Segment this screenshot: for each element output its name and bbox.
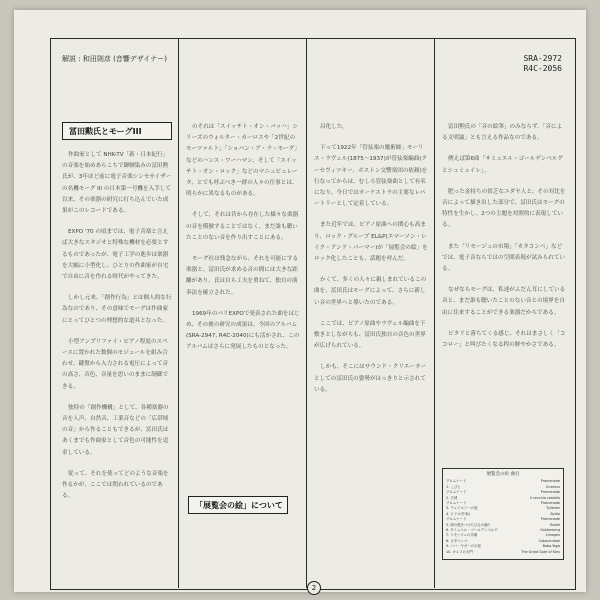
track-title-en: Promenade <box>540 517 560 522</box>
tracklist-row <box>446 550 560 555</box>
paragraph: 例えば第6曲「サミュエル・ゴールデンベルグとシュミュイレ」。 <box>442 156 563 174</box>
paragraph: モーグ社は残念ながら、それを可能にする楽器と、冨田氏が求める音の間には大きな距離があり、氏は自ら工夫を重ねて、独自の演奏法を確立された。 <box>186 256 299 296</box>
liner-notes-sheet <box>14 10 586 592</box>
track-title-en: Limoges <box>545 533 560 538</box>
catalog-number-1: SRA-2972 <box>523 54 562 63</box>
track-title-en: Ballet <box>550 522 560 527</box>
track-title-ja: 2. 古城 <box>446 495 458 500</box>
column-divider-2 <box>306 38 307 588</box>
track-title-ja: プロムナード <box>446 517 467 522</box>
track-title-en: Promenade <box>540 501 560 506</box>
track-title-en: Goldenberg <box>540 528 560 533</box>
credits-note: (音響デザイナー) <box>113 55 168 63</box>
track-title-ja: 10. キエフの大門 <box>446 549 473 554</box>
column-divider-1 <box>178 38 179 588</box>
section-title-text: 冨田勲氏とモーグIII <box>69 126 142 136</box>
column-1 <box>62 150 172 570</box>
track-title-ja: 9. ババ・ヤガーの小屋 <box>446 544 481 549</box>
page-number: 2 <box>307 581 321 595</box>
track-title-ja: プロムナード <box>446 501 467 506</box>
paragraph: 作曲家として NHK-TV「新・日本紀行」の音楽を始めあらこちで御馴染みの冨田勲氏が、3年ほど前に電子音楽シンセサイザーの名機モーグ III の日本第一号機を入手して以来、その楽器の研究に打ち込んでいた成果がこのレコードである。 <box>62 152 172 215</box>
paragraph: また「リモージュの市場」「カタコンベ」などでは、電子音ならではの空間表現が試みられている。 <box>442 243 566 273</box>
track-title-ja: 5. 卵の殻をつけたひなの踊り <box>446 522 491 527</box>
paragraph: 肥った金持ちの貧乏なユダヤ人と、その対比を音によって描き出した部分で、冨田氏はモーグの特性を生かし、2つの主題を対照的に表現している。 <box>442 188 566 229</box>
credits: 解説 : 和田則彦 (音響デザイナー) <box>62 55 168 63</box>
track-title-ja: 1. こびと <box>446 484 461 489</box>
paragraph: 従って、それを使ってどのような音楽を作るかが、ここでは問われているのである。 <box>62 470 169 500</box>
section-title-tomita-moog <box>62 122 172 140</box>
credits-name: 和田則彦 <box>82 55 111 63</box>
tracklist-caption: 展覧会の絵 曲目 <box>486 472 520 477</box>
tracklist-table <box>442 468 564 560</box>
track-title-en: Baba-Yaga <box>542 544 560 549</box>
paragraph: ピタリと落ちてくる感じ、それはまさしく「ココロー」と叫びたくなる程の鮮やかさである。 <box>442 330 566 349</box>
track-title-ja: 4. ビドロ(牛車) <box>446 511 470 516</box>
column-3 <box>314 122 428 572</box>
track-title-en: Tuileries <box>546 506 560 511</box>
catalog-number-2: R4C-2056 <box>523 64 562 73</box>
track-title-en: The Great Gate of Kiev <box>521 549 560 554</box>
paragraph: 昌化した。 <box>320 124 348 130</box>
track-title-en: Gnomus <box>545 484 560 489</box>
paragraph: しかも、そこにはサウンド・クリエーターとしての冨田氏の姿勢がはっきりと示されている。 <box>314 364 427 393</box>
track-title-ja: プロムナード <box>446 490 467 495</box>
track-title-ja: 8. カタコンベ <box>446 538 468 543</box>
paragraph: 冨田勲氏の「音の絵筆」のみならず、「音による文明論」とも言える作品なのである。 <box>442 124 563 142</box>
paragraph: 小型アンプリファイ・ピアノ程度のスペースに置かれた数個のモジュールを組み合わせ、鍵盤から入力される電圧によって音の高さ、音色、音量を思いのままに制御できる。 <box>62 338 169 390</box>
paragraph: かくて、多くの人々に親しまれているこの曲を、冨田氏はモーグによって、さらに新しい音の世界へと導いたのである。 <box>314 277 427 306</box>
track-title-ja: プロムナード <box>446 479 467 484</box>
track-title-en: Promenade <box>540 479 560 484</box>
column-4 <box>442 122 566 458</box>
paragraph: のそれは「スイッチト・オン・バッハ」シリーズのウォルター・カーロスや「2世紀のモーツァルト」「ショパン・ア・ラ・モーグ」などのハンス・ワーハマン、そして「スイッチト・オン・ロック」などのマニュピュレータ、とでも呼ぶべき一群の人々の仕事とは、明らかに異なるものがある。 <box>186 124 300 198</box>
paragraph: そして、それは昔から存在した様々な楽器の音を模倣することではなく、まだ誰も聴いたことのない音を作り出すことにある。 <box>186 212 299 241</box>
paragraph: 1969年のパリEXPOで発表された曲をはじめ、その後の研究の成果は、今回のアルバム(SRA-2947, R4C-2040)にも活かされ、このアルバムはさらに発展したものとなった。 <box>186 310 300 351</box>
credits-role: 解説 <box>62 55 76 63</box>
track-title-en: Promenade <box>540 490 560 495</box>
column-divider-3 <box>434 38 435 588</box>
track-title-ja: 7. リモージュの市場 <box>446 533 478 538</box>
paragraph: 下って1922年「管弦楽の魔術師」モーリス・ラヴェル(1875〜1937)が管弦楽編曲(クーセヴィツキー、ボストン交響楽団の依頼)を行なってからは、むしろ管弦楽曲として有名になり、今日ではオーケストラの主要なレパートリーとして定着している。 <box>314 145 428 208</box>
paragraph: また近年では、ピアノ原曲への関心も高まり、ロック・グループ EL&P(エマーソン・レイク・アンド・パーマー)が「展覧会の絵」をロック化したことも、話題を呼んだ。 <box>314 222 428 263</box>
catalog-numbers <box>523 54 562 74</box>
column-2 <box>186 122 300 482</box>
track-title-ja: 3. テュイルリーの庭 <box>446 506 478 511</box>
section-title-text: 「展覧会の絵」について <box>195 500 283 510</box>
paragraph: しかし元来、「創作行為」とは個人的な行為なのであり、その意味でモーグは作曲家にとってひとつの理想的な道具となった。 <box>62 295 172 324</box>
track-title-en: Bydlo <box>550 511 560 516</box>
paragraph: ここでは、ピアノ原曲やラヴェル編曲を下敷きとしながらも、冨田氏独自の音色の世界が広げられている。 <box>314 320 426 350</box>
section-title-pictures-at-exhibition <box>188 496 288 514</box>
paragraph: なぜならモーグは、私達がふだん耳にしている音と、まだ誰も聴いたことのない音との境界を自由に往来することができる楽器だからである。 <box>442 287 566 316</box>
paragraph: 独特の「創作機構」として、各種楽器の音を人声、自然音、工業音などの「広帯域の音」から作ることもできるが、冨田氏はあくまでも作曲家として音色の可能性を追求している。 <box>62 404 169 456</box>
paragraph: EXPO '70 の頃までは、電子音楽と言えば大きなスタジオと特殊な機材を必要とするものであったが、電子工学の進歩は楽器を大幅に小型化し、ひとりの作曲家が自宅で自由に音を作れる時代がやってきた。 <box>62 229 169 281</box>
track-title-ja: 6. サミュエル・ゴールデンベルグ <box>446 528 498 533</box>
track-title-en: Il vecchio castello <box>529 495 560 500</box>
track-title-en: Catacombae <box>538 538 560 543</box>
